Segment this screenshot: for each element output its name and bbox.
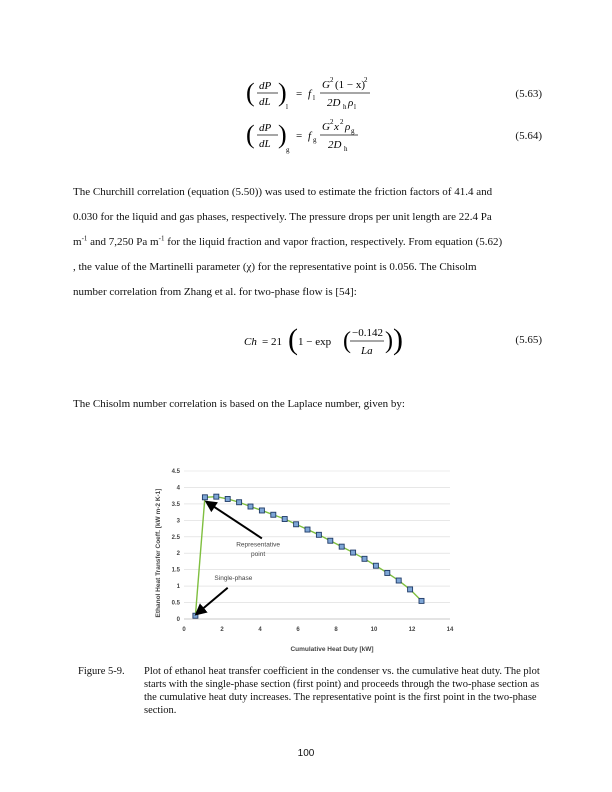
data-point bbox=[339, 544, 344, 549]
paragraph-laplace bbox=[73, 392, 541, 417]
figure-label: Figure 5-9. bbox=[78, 666, 125, 677]
x-tick-label: 10 bbox=[370, 627, 378, 633]
svg-text:2: 2 bbox=[330, 118, 334, 126]
data-point bbox=[282, 517, 287, 522]
data-point bbox=[362, 556, 367, 561]
svg-text:Ch: Ch bbox=[244, 336, 257, 348]
data-point bbox=[271, 512, 276, 517]
y-axis-label: Ethanol Heat Transfer Coeff. [kW m-2 K-1] bbox=[155, 488, 162, 618]
svg-text:G: G bbox=[322, 79, 330, 91]
x-tick-label: 12 bbox=[408, 627, 416, 633]
data-point bbox=[237, 500, 242, 505]
x-axis-label: Cumulative Heat Duty [kW] bbox=[290, 646, 374, 653]
arrow-representative bbox=[210, 504, 262, 539]
x-tick-label: 2 bbox=[220, 627, 224, 633]
equation-number: (5.64) bbox=[515, 130, 542, 142]
svg-text:): ) bbox=[278, 120, 287, 149]
svg-text:g: g bbox=[286, 146, 290, 154]
y-tick-label: 1 bbox=[176, 584, 180, 591]
svg-text:f: f bbox=[308, 88, 312, 100]
svg-text:G: G bbox=[322, 121, 330, 133]
data-point bbox=[294, 522, 299, 527]
text-line: $m^{-1}$ and 7,250 Pa $m^{-1}$ for the liquid fraction and vapor fraction, respectively. From equation (5.62) bbox=[73, 234, 503, 248]
arrow-single-phase bbox=[199, 588, 228, 612]
data-point bbox=[385, 570, 390, 575]
svg-text:−0.142: −0.142 bbox=[352, 327, 383, 339]
svg-text:dL: dL bbox=[259, 138, 271, 150]
y-tick-label: 0.5 bbox=[171, 600, 180, 607]
svg-text:(: ( bbox=[343, 328, 351, 354]
chart-svg bbox=[150, 463, 462, 655]
svg-text:=: = bbox=[296, 88, 303, 100]
y-tick-label: 3.5 bbox=[171, 501, 180, 508]
svg-text:h: h bbox=[343, 103, 347, 111]
paragraph-churchill bbox=[73, 180, 541, 305]
data-point bbox=[193, 613, 198, 618]
x-tick-label: 8 bbox=[334, 627, 338, 633]
annotation-single-phase: Single-phase bbox=[214, 575, 253, 583]
data-point bbox=[396, 578, 401, 583]
svg-text:1 − exp: 1 − exp bbox=[298, 336, 332, 348]
svg-text:(: ( bbox=[288, 323, 298, 356]
svg-text:h: h bbox=[344, 145, 348, 153]
svg-text:(: ( bbox=[246, 120, 255, 149]
svg-text:l: l bbox=[286, 103, 288, 111]
page-number: 100 bbox=[297, 748, 315, 759]
data-point bbox=[259, 508, 264, 513]
series-line bbox=[195, 497, 421, 616]
eq563-lhs-bot: dL bbox=[259, 96, 271, 108]
y-tick-label: 4.5 bbox=[171, 469, 180, 475]
y-tick-label: 2 bbox=[176, 551, 180, 558]
text-line: The Churchill correlation (equation (5.50)) was used to estimate the friction factors of 41.4 and bbox=[73, 186, 493, 198]
equation-5-64 bbox=[0, 114, 612, 162]
svg-text:2D: 2D bbox=[328, 139, 342, 151]
svg-text:): ) bbox=[385, 328, 393, 354]
data-point bbox=[214, 494, 219, 499]
equation-number: (5.63) bbox=[515, 88, 542, 100]
svg-text:): ) bbox=[393, 323, 403, 356]
chart-series bbox=[193, 494, 424, 618]
x-tick-label: 14 bbox=[446, 627, 454, 633]
svg-text:dP: dP bbox=[259, 122, 272, 134]
eq563-lhs-top: dP bbox=[259, 80, 272, 92]
svg-text:l: l bbox=[313, 94, 315, 102]
x-tick-label: 6 bbox=[296, 627, 300, 633]
svg-text:g: g bbox=[313, 136, 317, 144]
y-tick-label: 2.5 bbox=[171, 534, 180, 541]
svg-text:La: La bbox=[361, 345, 373, 357]
data-point bbox=[202, 495, 207, 500]
equation-number: (5.65) bbox=[515, 334, 542, 346]
text-line: number correlation from Zhang et al. for two-phase flow is [54]: bbox=[73, 286, 357, 298]
svg-text:g: g bbox=[351, 127, 355, 135]
svg-text:= 21: = 21 bbox=[262, 336, 282, 348]
annotation-representative-line2: point bbox=[251, 550, 266, 558]
svg-text:(: ( bbox=[246, 78, 255, 107]
svg-text:2: 2 bbox=[330, 76, 334, 84]
y-tick-label: 1.5 bbox=[171, 567, 180, 574]
chart-grid bbox=[184, 471, 450, 619]
y-tick-label: 0 bbox=[176, 617, 180, 623]
y-tick-label: 3 bbox=[176, 518, 180, 525]
svg-text:2: 2 bbox=[364, 76, 368, 84]
svg-text:f: f bbox=[308, 130, 312, 142]
data-point bbox=[328, 538, 333, 543]
svg-text:2: 2 bbox=[340, 118, 344, 126]
figure-caption-text: Plot of ethanol heat transfer coefficient in the condenser vs. the cumulative heat duty. The plot starts with the single-phase section (first point) and proceeds through the two-phase section as the cumulative heat duty increases. The representative point is the first point in the two-phase section. bbox=[144, 666, 540, 716]
data-point bbox=[408, 587, 413, 592]
svg-text:x: x bbox=[334, 121, 339, 133]
svg-text:2D: 2D bbox=[327, 97, 341, 109]
x-tick-label: 4 bbox=[258, 627, 262, 633]
y-tick-label: 4 bbox=[176, 485, 180, 492]
equation-5-65 bbox=[0, 318, 612, 366]
svg-text:ρ: ρ bbox=[345, 121, 351, 133]
data-point bbox=[248, 504, 253, 509]
equation-5-63 bbox=[0, 72, 612, 120]
text-line: 0.030 for the liquid and gas phases, respectively. The pressure drops per unit length are 22.4 Pa bbox=[73, 211, 492, 223]
svg-text:(1 − x): (1 − x) bbox=[335, 79, 366, 91]
data-point bbox=[373, 563, 378, 568]
data-point bbox=[316, 532, 321, 537]
data-point bbox=[351, 550, 356, 555]
data-point bbox=[419, 598, 424, 603]
x-tick-label: 0 bbox=[182, 627, 186, 633]
data-point bbox=[225, 496, 230, 501]
text-line: , the value of the Martinelli parameter (χ) for the representative point is 0.056. The Chisolm bbox=[73, 261, 477, 273]
text-line: The Chisolm number correlation is based on the Laplace number, given by: bbox=[73, 398, 405, 410]
heat-transfer-chart bbox=[150, 463, 462, 655]
svg-text:=: = bbox=[296, 130, 303, 142]
data-point bbox=[305, 527, 310, 532]
svg-text:): ) bbox=[278, 78, 287, 107]
svg-text:l: l bbox=[354, 103, 356, 111]
chart-axes bbox=[172, 469, 454, 633]
annotation-representative: Representative bbox=[236, 541, 280, 549]
svg-text:ρ: ρ bbox=[348, 97, 354, 109]
